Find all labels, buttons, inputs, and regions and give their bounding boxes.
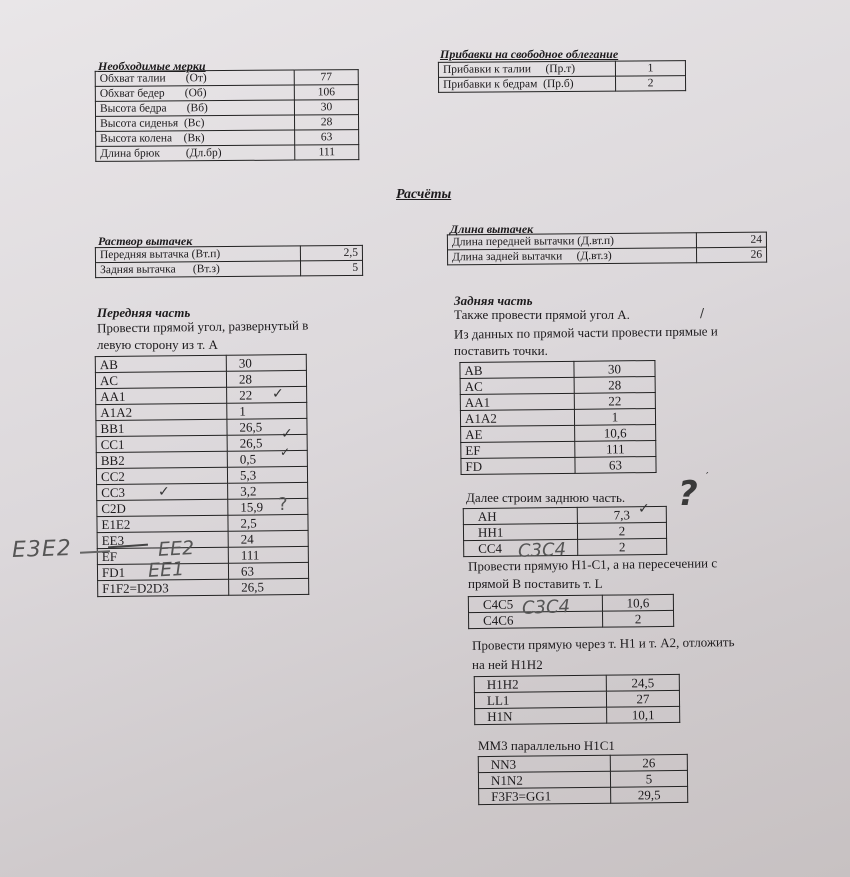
measurements-table <box>95 69 360 162</box>
back-text-7: Провести прямую через т. H1 и т. A2, отложить <box>471 634 735 653</box>
check-mark-icon: ✓ <box>272 386 284 402</box>
check-mark-icon: ✓ <box>280 445 291 459</box>
table-row: Прибавки к бедрам (Пр.б) 2 <box>439 76 686 93</box>
back-table <box>459 360 656 475</box>
handwritten-note-c3c4-2: C3C4 <box>521 596 571 619</box>
allowances-table <box>438 60 686 93</box>
table-row: A1A2 1 <box>96 402 307 420</box>
calc-title: Расчёты <box>396 187 452 202</box>
table-row: FD 63 <box>461 456 656 474</box>
check-mark-icon: ✓ <box>281 426 293 442</box>
table-row: CC3 3,2 <box>97 482 308 500</box>
table-row: Длина задней вытачки (Д.вт.з) 26 <box>448 247 767 265</box>
table-row: Передняя вытачка (Вт.п) 2,5 <box>95 245 362 262</box>
back-table-5 <box>478 754 689 805</box>
tick-mark-icon: ′ <box>706 470 709 483</box>
back-text-6: прямой В поставить т. L <box>468 576 603 591</box>
back-text-5: Провести прямую H1-C1, а на пересечении с <box>467 555 718 574</box>
front-text-1: Провести прямой угол, развернутый в <box>96 317 309 336</box>
handwritten-note-e3e2: E3E2 <box>11 535 73 564</box>
table-row: EE3 24 <box>97 530 308 548</box>
table-row: Задняя вытачка (Вт.з) 5 <box>96 260 363 277</box>
handwritten-note-c3c4: C3C4 <box>517 539 567 562</box>
check-mark-icon: ✓ <box>638 501 650 517</box>
question-mark-icon: ? <box>278 494 288 515</box>
table-row: EF 111 <box>461 440 656 458</box>
table-row: C2D 15,9 <box>97 498 308 516</box>
back-text-3: поставить точки. <box>454 343 548 358</box>
table-row: CC1 26,5 <box>96 434 307 452</box>
table-row: HH1 2 <box>463 522 666 540</box>
table-row: AH 7,3 <box>463 506 666 524</box>
table-row: Прибавки к талии (Пр.т) 1 <box>438 61 685 78</box>
back-text-2: Из данных по прямой части провести прямые и <box>453 323 718 342</box>
handwritten-note-ee1: EE1 <box>147 558 185 582</box>
front-text-2: левую сторону из т. А <box>97 337 218 352</box>
table-row: N1N2 5 <box>478 770 687 788</box>
handwritten-note-ee2: EE2 <box>157 537 195 561</box>
table-row: AE 10,6 <box>461 424 656 442</box>
table-row: F1F2=D2D3 26,5 <box>98 578 309 596</box>
back-text-9: MM3 параллельно H1C1 <box>478 738 615 753</box>
allowances-title: Прибавки на свободное облегание <box>440 47 619 61</box>
back-text-4: Далее строим заднюю часть. <box>466 490 626 505</box>
table-row: AC 28 <box>95 370 306 388</box>
table-row: BB1 26,5 <box>96 418 307 436</box>
table-row: FD1 63 <box>97 562 308 580</box>
measurements-title: Необходимые мерки <box>98 59 206 73</box>
table-row: E1E2 2,5 <box>97 514 308 532</box>
table-row: C4C5 10,6 <box>468 594 673 612</box>
table-row: Высота сиденья (Вс) 28 <box>96 115 359 132</box>
table-row: AB 30 <box>460 360 655 378</box>
table-row: C4C6 2 <box>469 610 674 628</box>
dart-width-title: Раствор вытачек <box>98 234 193 248</box>
slash-mark-icon: / <box>700 306 705 320</box>
table-row: LL1 27 <box>474 690 679 708</box>
table-row: CC2 5,3 <box>96 466 307 484</box>
table-row: A1A2 1 <box>460 408 655 426</box>
table-row: F3F3=GG1 29,5 <box>479 786 688 804</box>
table-row: NN3 26 <box>478 754 687 772</box>
dart-length-table <box>447 232 767 266</box>
table-row: Длина брюк (Дл.бр) 111 <box>96 145 359 162</box>
back-text-8: на ней H1H2 <box>472 657 543 672</box>
dart-width-table <box>95 245 363 278</box>
table-row: Высота бедра (Вб) 30 <box>95 100 358 117</box>
dart-length-title: Длина вытачек <box>450 222 534 236</box>
check-mark-icon: ✓ <box>158 484 170 500</box>
table-row: Обхват талии (От) 77 <box>95 70 358 87</box>
back-text-1: Также провести прямой угол А. <box>454 307 630 322</box>
back-table-4 <box>474 674 681 725</box>
table-row: AA1 22 <box>96 386 307 404</box>
table-row: Обхват бедер (Об) 106 <box>95 85 358 102</box>
back-table-3 <box>468 594 674 629</box>
table-row: CC4 2 <box>464 538 667 556</box>
back-title: Задняя часть <box>454 293 533 308</box>
table-row: AB 30 <box>95 354 306 372</box>
table-row: AC 28 <box>460 376 655 394</box>
table-row: H1H2 24,5 <box>474 674 679 692</box>
table-row: Длина передней вытачки (Д.вт.п) 24 <box>447 232 766 250</box>
table-row: Высота колена (Вк) 63 <box>96 130 359 147</box>
table-row: BB2 0,5 <box>96 450 307 468</box>
question-mark-icon: ? <box>678 474 698 514</box>
table-row: AA1 22 <box>460 392 655 410</box>
table-row: EF 111 <box>97 546 308 564</box>
table-row: H1N 10,1 <box>475 706 680 724</box>
front-title: Передняя часть <box>97 305 191 320</box>
